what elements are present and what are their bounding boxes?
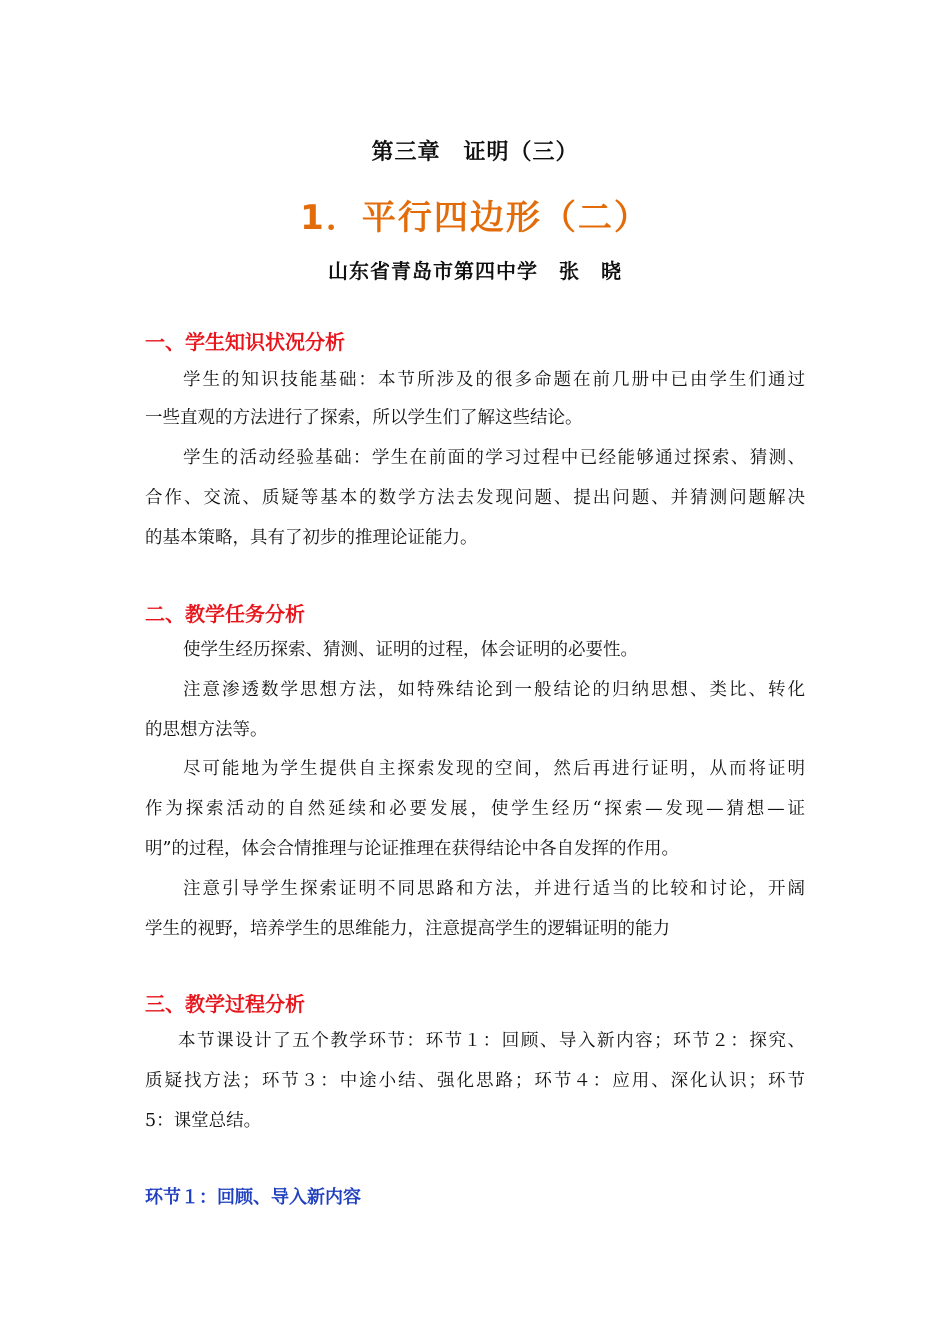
lesson-title: 1．平行四边形（二） <box>300 198 650 238</box>
author-line: 山东省青岛市第四中学 张 晓 <box>328 259 622 283</box>
paragraph-line: 5：课堂总结。 <box>145 1111 262 1131</box>
paragraph-line: 注意渗透数学思想方法，如特殊结论到一般结论的归纳思想、类比、转化 <box>183 680 805 700</box>
paragraph-line: 学生的知识技能基础：本节所涉及的很多命题在前几册中已由学生们通过 <box>183 370 805 390</box>
paragraph-line: 的思想方法等。 <box>145 720 268 740</box>
paragraph-line: 作为探索活动的自然延续和必要发展，使学生经历“探索—发现—猜想—证 <box>145 799 805 819</box>
paragraph-line: 一些直观的方法进行了探索，所以学生们了解这些结论。 <box>145 408 583 428</box>
paragraph-line: 合作、交流、质疑等基本的数学方法去发现问题、提出问题、并猜测问题解决 <box>145 488 805 508</box>
paragraph-line: 学生的视野，培养学生的思维能力，注意提高学生的逻辑证明的能力 <box>145 919 670 939</box>
paragraph-line: 使学生经历探索、猜测、证明的过程，体会证明的必要性。 <box>183 640 638 660</box>
section-title-task-analysis: 二、教学任务分析 <box>145 602 305 626</box>
paragraph-line: 质疑找方法；环节３：中途小结、强化思路；环节４：应用、深化认识；环节 <box>145 1071 805 1091</box>
paragraph-line: 的基本策略，具有了初步的推理论证能力。 <box>145 528 478 548</box>
paragraph-line: 本节课设计了五个教学环节：环节１：回顾、导入新内容；环节２：探究、 <box>178 1031 805 1051</box>
chapter-heading: 第三章 证明（三） <box>371 140 579 165</box>
paragraph-line: 学生的活动经验基础：学生在前面的学习过程中已经能够通过探索、猜测、 <box>183 448 805 468</box>
paragraph-line: 明”的过程，体会合情推理与论证推理在获得结论中各自发挥的作用。 <box>145 839 679 859</box>
paragraph-line: 尽可能地为学生提供自主探索发现的空间，然后再进行证明，从而将证明 <box>183 759 805 779</box>
paragraph-line: 注意引导学生探索证明不同思路和方法，并进行适当的比较和讨论，开阔 <box>183 879 805 899</box>
section-title-process-analysis: 三、教学过程分析 <box>145 992 305 1016</box>
subsection-title-step1: 环节１：回顾、导入新内容 <box>145 1187 361 1208</box>
section-title-student-analysis: 一、学生知识状况分析 <box>145 330 345 354</box>
